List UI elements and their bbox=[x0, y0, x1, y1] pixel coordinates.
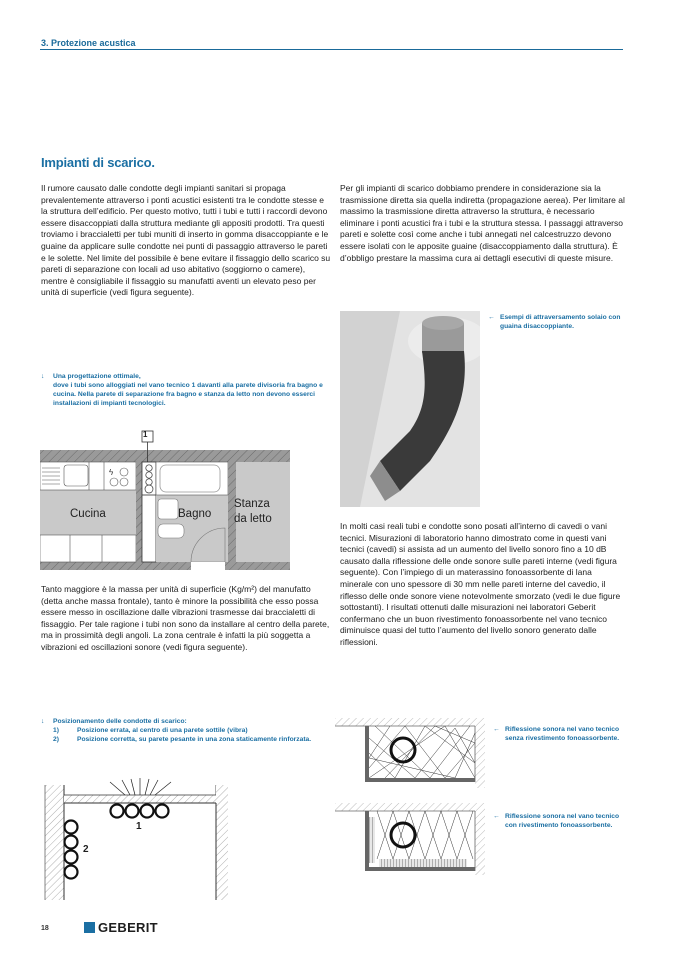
caption-text: Riflessione sonora nel vano tecnico con rivestimento fonoassorbente. bbox=[505, 813, 620, 829]
shaft-marker-label: 1 bbox=[143, 430, 148, 439]
logo-text: GEBERIT bbox=[98, 920, 158, 935]
header-rule bbox=[40, 49, 623, 50]
item-number: 1) bbox=[53, 727, 59, 734]
floorplan-figure bbox=[40, 428, 290, 573]
electric-icon: ϟ bbox=[109, 468, 114, 477]
pipe-sleeve-photo bbox=[340, 311, 480, 507]
arrow-left-icon: ← bbox=[493, 726, 500, 733]
reflection-diagram-without-lining bbox=[335, 718, 485, 788]
caption-item bbox=[41, 726, 331, 735]
left-paragraph-1 bbox=[41, 183, 331, 299]
diagram1-caption bbox=[493, 725, 623, 743]
right-paragraph-2 bbox=[340, 521, 625, 649]
paragraph-text: Tanto maggiore è la massa per unità di superficie (Kg/m²) del manufatto (detta anche massa frontale), tanto è minore la possibilità che esso possa essere messo in oscillazione dalle vibrazioni trasmesse dai braccialetti di fissaggio. Per tale ragione i tubi non sono da installare al centro della parete, ma in prossimità degli angoli. La zona centrale è infatti la più soggetta a vibrazioni ed oscillazioni sonore (vedi figura seguente). bbox=[41, 584, 330, 652]
right-paragraph-1 bbox=[340, 183, 625, 264]
diagram2-caption bbox=[493, 812, 623, 830]
caption-title: Una progettazione ottimale, bbox=[53, 373, 141, 380]
room-label-bedroom-2: da letto bbox=[234, 513, 272, 525]
paragraph-text: Per gli impianti di scarico dobbiamo prendere in considerazione sia la trasmissione diretta sia quella indiretta (propagazione aerea). Per limitare al massimo la trasmissione diretta attraverso la struttura, è necessario eliminare i ponti acustici fra i tubi e la struttura stessa. I passaggi attraverso pareti e solette così come anche i tubi annegati nel calcestruzzo devono essere isolati con le apposite guaine (disaccoppiamento dalla struttura). È d’obbligo prestare la massima cura ai dettagli esecutivi di queste misure. bbox=[340, 183, 625, 263]
item-text: Posizione errata, al centro di una parete sottile (vibra) bbox=[77, 727, 248, 734]
caption-text: dove i tubi sono alloggiati nel vano tecnico 1 davanti alla parete divisoria fra bagno e cucina. Nella parete di separazione fra bagno e stanza da letto non devono esserci installazioni di impianti tecnologici. bbox=[53, 382, 323, 407]
caption-item bbox=[41, 735, 331, 744]
photo-placeholder bbox=[340, 311, 480, 507]
figure2-caption bbox=[41, 717, 331, 744]
caption-text: Esempi di attraversamento solaio con guaina disaccoppiante. bbox=[500, 314, 621, 330]
arrow-down-icon: ↓ bbox=[41, 373, 45, 380]
room-label-bedroom-1: Stanza bbox=[234, 498, 270, 510]
figure1-caption bbox=[41, 372, 326, 408]
caption-title: Posizionamento delle condotte di scarico: bbox=[53, 718, 187, 725]
paragraph-text: In molti casi reali tubi e condotte sono posati all’interno di cavedi o vani tecnici. Misurazioni di laboratorio hanno dimostrato come in questi vani tecnici (cavedi) si assista ad un aumento del livello sonoro fino a 10 dB causato dalla riflessione delle onde sonore sulle pareti interne (vedi figura seguente). Con l’impiego di un materassino fonoassorbente di lana minerale con uno spessore di 30 mm nelle pareti interne del cavedio, il riflesso delle onde sonore viene notevolmente smorzato (vedi le due figure sottostanti). I risultati ottenuti dalle misurazioni nei laboratori Geberit confermano che un buon rivestimento fonoassorbente nel vano tecnico diminuisce quasi del tutto l’aumento del livello sonoro generato dalle riflessioni. bbox=[340, 521, 621, 647]
page-number: 18 bbox=[41, 925, 49, 932]
arrow-left-icon: ← bbox=[488, 314, 495, 321]
photo-caption bbox=[488, 313, 628, 331]
geberit-logo bbox=[84, 920, 158, 935]
position-label-1: 1 bbox=[136, 821, 142, 832]
page-heading: Impianti di scarico. bbox=[41, 155, 155, 170]
room-label-bathroom: Bagno bbox=[178, 508, 212, 520]
reflection-diagram-with-lining bbox=[335, 803, 485, 875]
logo-square-icon bbox=[84, 922, 95, 933]
position-label-2: 2 bbox=[83, 844, 89, 855]
pipe-positioning-diagram bbox=[40, 770, 230, 900]
item-text: Posizione corretta, su parete pesante in una zona staticamente rinforzata. bbox=[77, 736, 312, 743]
section-title: 3. Protezione acustica bbox=[41, 38, 136, 48]
arrow-down-icon: ↓ bbox=[41, 718, 45, 725]
caption-text: Riflessione sonora nel vano tecnico senza rivestimento fonoassorbente. bbox=[505, 726, 620, 742]
room-label-kitchen: Cucina bbox=[70, 508, 106, 520]
arrow-left-icon: ← bbox=[493, 813, 500, 820]
item-number: 2) bbox=[53, 736, 59, 743]
left-paragraph-2 bbox=[41, 584, 331, 654]
paragraph-text: Il rumore causato dalle condotte degli impianti sanitari si propaga prevalentemente attraverso i ponti acustici esistenti tra le condotte stesse e la struttura dell’edificio. Per questo motivo, tutti i tubi e tutti i raccordi devono essere disaccoppiati dalla struttura mediante gli appositi prodotti. Tra questi troviamo i braccialetti per tubi muniti di inserto in gomma disaccoppiante e le guaine da applicare sulle condotte nei punti di passaggio attraverso le pareti e le solette. Nel limite del possibile è bene evitare il fissaggio dello scarico su pareti di separazione con locali ad uso abitativo (soggiorno o camere), mentre è consigliabile il fissaggio su manufatti aventi un elevato peso per unità di superficie (vedi figura seguente). bbox=[41, 183, 331, 298]
